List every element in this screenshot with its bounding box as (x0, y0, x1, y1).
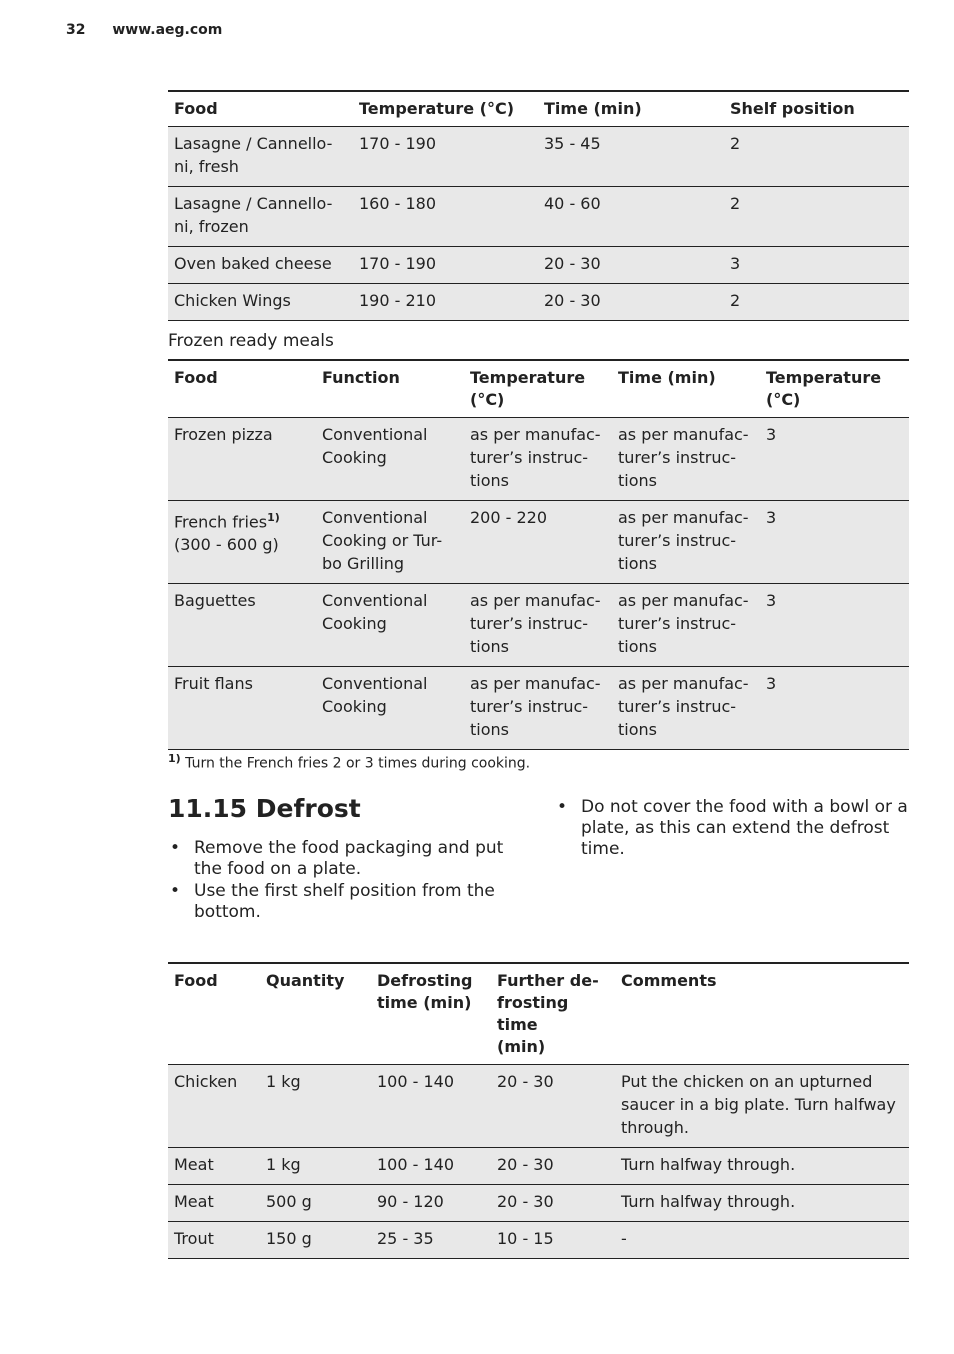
dishes-table (168, 90, 909, 321)
table-cell (260, 1222, 371, 1259)
table-cell (168, 1185, 260, 1222)
table-cell (538, 284, 724, 321)
table-cell (168, 501, 316, 584)
table-cell (464, 584, 612, 667)
table-cell (168, 418, 316, 501)
table-body (168, 418, 909, 750)
defrost-right-column (555, 797, 909, 861)
column-header: Temperature (°C) (464, 360, 612, 418)
table-cell (353, 187, 538, 247)
cell-text: 170 - 190 (359, 254, 437, 273)
page-header (66, 22, 244, 38)
table-cell (491, 1148, 615, 1185)
list-item: • Remove the food packaging and put the food on a plate. (168, 838, 528, 880)
list-item: • Use the first shelf position from the bottom. (168, 881, 528, 923)
cell-text: 35 - 45 (544, 134, 601, 153)
defrost-table-section (168, 962, 909, 1259)
table-row (168, 187, 909, 247)
section-heading: Defrost (255, 794, 361, 823)
footnote-mark: 1) (168, 752, 181, 765)
column-header: Further de- frosting time (min) (491, 963, 615, 1065)
table-cell (612, 418, 760, 501)
table-cell (464, 501, 612, 584)
cell-text: Conventional Cooking (322, 674, 428, 716)
cell-text: 2 (730, 291, 741, 310)
column-header: Temperature (°C) (353, 91, 538, 127)
column-header: Food (168, 360, 316, 418)
table-body (168, 127, 909, 321)
cell-text: 10 - 15 (497, 1229, 554, 1248)
column-header: Food (168, 963, 260, 1065)
defrost-table (168, 962, 909, 1259)
table-cell (353, 284, 538, 321)
dishes-table-section (168, 90, 909, 772)
cell-text: as per manufac- turer’s instruc- tions (618, 425, 749, 490)
table-row (168, 584, 909, 667)
cell-text: as per manufac- turer’s instruc- tions (618, 508, 749, 573)
cell-text: Fruit flans (174, 674, 253, 693)
cell-text: 100 - 140 (377, 1155, 455, 1174)
table-row (168, 1065, 909, 1148)
cell-text: Lasagne / Cannello- ni, fresh (174, 134, 333, 176)
table-row (168, 418, 909, 501)
cell-text: 2 (730, 134, 741, 153)
table-cell (168, 584, 316, 667)
table-cell (316, 584, 464, 667)
cell-text: 190 - 210 (359, 291, 437, 310)
cell-text: 1 kg (266, 1072, 301, 1091)
table-row (168, 1222, 909, 1259)
cell-text: 500 g (266, 1192, 312, 1211)
cell-text: as per manufac- turer’s instruc- tions (470, 591, 601, 656)
table-cell (615, 1065, 909, 1148)
list-item: • Do not cover the food with a bowl or a plate, as this can extend the defrost time. (555, 797, 909, 860)
table-cell (724, 247, 909, 284)
cell-text: 40 - 60 (544, 194, 601, 213)
cell-text: 200 - 220 (470, 508, 548, 527)
table-cell (464, 667, 612, 750)
column-header: Food (168, 91, 353, 127)
column-header: Time (min) (612, 360, 760, 418)
table-cell (371, 1065, 491, 1148)
table-cell (612, 501, 760, 584)
table-cell (168, 187, 353, 247)
table-cell (615, 1148, 909, 1185)
table-row (168, 284, 909, 321)
cell-text: as per manufac- turer’s instruc- tions (470, 674, 601, 739)
footnote-reference: 1) (267, 511, 280, 524)
cell-text: 150 g (266, 1229, 312, 1248)
cell-text: 20 - 30 (544, 291, 601, 310)
table-cell (615, 1222, 909, 1259)
section-number: 11.15 (168, 794, 248, 823)
section-title (168, 794, 528, 823)
table-cell (760, 584, 909, 667)
table-cell (724, 284, 909, 321)
column-header: Temperature (°C) (760, 360, 909, 418)
bullet-list (555, 797, 909, 860)
cell-text: as per manufac- turer’s instruc- tions (470, 425, 601, 490)
table-header-row (168, 91, 909, 127)
cell-text: Oven baked cheese (174, 254, 332, 273)
cell-text: 20 - 30 (497, 1192, 554, 1211)
cell-text: Conventional Cooking (322, 425, 428, 467)
cell-text: Put the chicken on an upturned saucer in a big plate. Turn halfway through. (621, 1072, 896, 1137)
table-cell (371, 1222, 491, 1259)
cell-text: 2 (730, 194, 741, 213)
cell-text: 1 kg (266, 1155, 301, 1174)
table-cell (371, 1148, 491, 1185)
cell-text: 3 (766, 591, 777, 610)
table-cell (491, 1065, 615, 1148)
table-cell (353, 247, 538, 284)
table-cell (612, 667, 760, 750)
cell-text: 3 (766, 508, 777, 527)
site-url: www.aeg.com (112, 22, 223, 38)
quantity-note: (300 - 600 g) (174, 535, 279, 555)
table-cell (260, 1065, 371, 1148)
table-cell (538, 187, 724, 247)
table-cell (316, 667, 464, 750)
cell-text: Conventional Cooking or Tur- bo Grilling (322, 508, 443, 573)
frozen-meals-section (168, 331, 909, 772)
cell-text: Frozen pizza (174, 425, 273, 444)
table-header-row (168, 963, 909, 1065)
column-header: Time (min) (538, 91, 724, 127)
table-cell (760, 667, 909, 750)
cell-text: Baguettes (174, 591, 256, 610)
table-cell (316, 418, 464, 501)
table-row (168, 1148, 909, 1185)
table-caption: Frozen ready meals (168, 331, 334, 351)
table-cell (168, 247, 353, 284)
table-cell (168, 1148, 260, 1185)
cell-text: 25 - 35 (377, 1229, 434, 1248)
footnote-text: Turn the French fries 2 or 3 times during cooking. (185, 755, 531, 772)
defrost-left-column (168, 794, 528, 924)
cell-text: 3 (730, 254, 741, 273)
cell-text: 20 - 30 (544, 254, 601, 273)
table-cell (491, 1185, 615, 1222)
cell-text: 90 - 120 (377, 1192, 444, 1211)
cell-text: 3 (766, 674, 777, 693)
cell-text: 100 - 140 (377, 1072, 455, 1091)
cell-text: as per manufac- turer’s instruc- tions (618, 674, 749, 739)
footnote (168, 752, 909, 772)
table-cell (168, 284, 353, 321)
table-cell (615, 1185, 909, 1222)
table-row (168, 247, 909, 284)
table-cell (168, 1065, 260, 1148)
column-header: Quantity (260, 963, 371, 1065)
cell-text: Chicken (174, 1072, 238, 1091)
table-cell (724, 127, 909, 187)
cell-text: 20 - 30 (497, 1155, 554, 1174)
table-cell (538, 127, 724, 187)
table-cell (371, 1185, 491, 1222)
frozen-meals-table (168, 359, 909, 750)
cell-text: Turn halfway through. (621, 1192, 796, 1211)
cell-text: Lasagne / Cannello- ni, frozen (174, 194, 333, 236)
table-row (168, 667, 909, 750)
table-cell (612, 584, 760, 667)
table-cell (538, 247, 724, 284)
column-header: Shelf position (724, 91, 909, 127)
cell-text: French fries (174, 512, 268, 532)
cell-text: Turn halfway through. (621, 1155, 796, 1174)
table-cell (353, 127, 538, 187)
table-cell (168, 1222, 260, 1259)
bullet-list (168, 838, 528, 923)
table-cell (260, 1185, 371, 1222)
cell-text: 170 - 190 (359, 134, 437, 153)
table-cell (464, 418, 612, 501)
table-cell (760, 418, 909, 501)
cell-text: - (621, 1229, 627, 1248)
table-cell (168, 127, 353, 187)
table-row (168, 1185, 909, 1222)
cell-text: 20 - 30 (497, 1072, 554, 1091)
cell-text: 3 (766, 425, 777, 444)
cell-text: Meat (174, 1192, 214, 1211)
table-cell (168, 667, 316, 750)
cell-text: Chicken Wings (174, 291, 291, 310)
cell-text: Meat (174, 1155, 214, 1174)
cell-text: Conventional Cooking (322, 591, 428, 633)
table-row (168, 127, 909, 187)
table-row (168, 501, 909, 584)
table-cell (316, 501, 464, 584)
table-cell (491, 1222, 615, 1259)
table-cell (760, 501, 909, 584)
page-number: 32 (66, 22, 86, 38)
cell-text: 160 - 180 (359, 194, 437, 213)
table-header-row (168, 360, 909, 418)
column-header: Defrosting time (min) (371, 963, 491, 1065)
column-header: Function (316, 360, 464, 418)
table-cell (260, 1148, 371, 1185)
cell-text: as per manufac- turer’s instruc- tions (618, 591, 749, 656)
column-header: Comments (615, 963, 909, 1065)
table-cell (724, 187, 909, 247)
cell-text: Trout (174, 1229, 214, 1248)
table-body (168, 1065, 909, 1259)
